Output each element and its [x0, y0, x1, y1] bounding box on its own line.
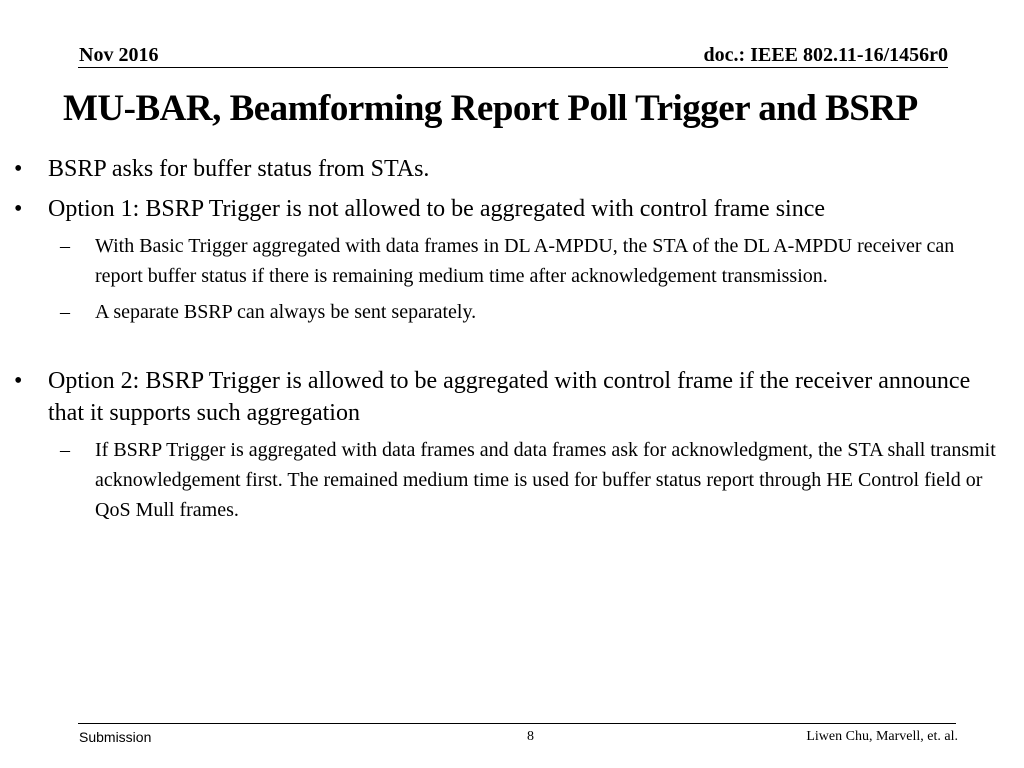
footer-divider — [78, 723, 956, 724]
sub-bullet-item — [0, 435, 1024, 525]
bullet-item — [0, 193, 1024, 225]
bullet-marker: • — [14, 368, 23, 394]
header-divider — [78, 67, 948, 68]
bullet-marker: • — [14, 156, 23, 182]
slide-title: MU-BAR, Beamforming Report Poll Trigger and BSRP — [63, 88, 918, 129]
footer-submission: Submission — [79, 729, 152, 745]
bullet-text: Option 1: BSRP Trigger is not allowed to be aggregated with control frame since — [48, 196, 825, 222]
spacer — [0, 327, 1024, 357]
sub-bullet-text: A separate BSRP can always be sent separately. — [95, 301, 477, 323]
bullet-text: Option 2: BSRP Trigger is allowed to be aggregated with control frame if the receiver announce that it supports such aggregation — [48, 368, 971, 426]
sub-bullet-text: If BSRP Trigger is aggregated with data frames and data frames ask for acknowledgment, the STA shall transmit acknowledgement first. The remained medium time is used for buffer status report through HE Control field or QoS Mull frames. — [95, 439, 996, 521]
header-doc-id: doc.: IEEE 802.11-16/1456r0 — [703, 44, 948, 66]
sub-bullet-text: With Basic Trigger aggregated with data frames in DL A-MPDU, the STA of the DL A-MPDU receiver can report buffer status if there is remaining medium time after acknowledgement transmission. — [95, 235, 955, 287]
bullet-marker: • — [14, 196, 23, 222]
bullet-item — [0, 365, 1024, 429]
sub-bullet-item — [0, 231, 1024, 291]
sub-bullet-item — [0, 297, 1024, 327]
footer-page-number: 8 — [527, 729, 534, 744]
sub-bullet-marker: – — [60, 301, 70, 323]
sub-bullet-marker: – — [60, 235, 70, 257]
footer-author: Liwen Chu, Marvell, et. al. — [806, 729, 958, 744]
slide-content — [0, 145, 1024, 525]
bullet-item — [0, 153, 1024, 185]
header-date: Nov 2016 — [79, 44, 159, 66]
bullet-text: BSRP asks for buffer status from STAs. — [48, 156, 430, 182]
sub-bullet-marker: – — [60, 439, 70, 461]
